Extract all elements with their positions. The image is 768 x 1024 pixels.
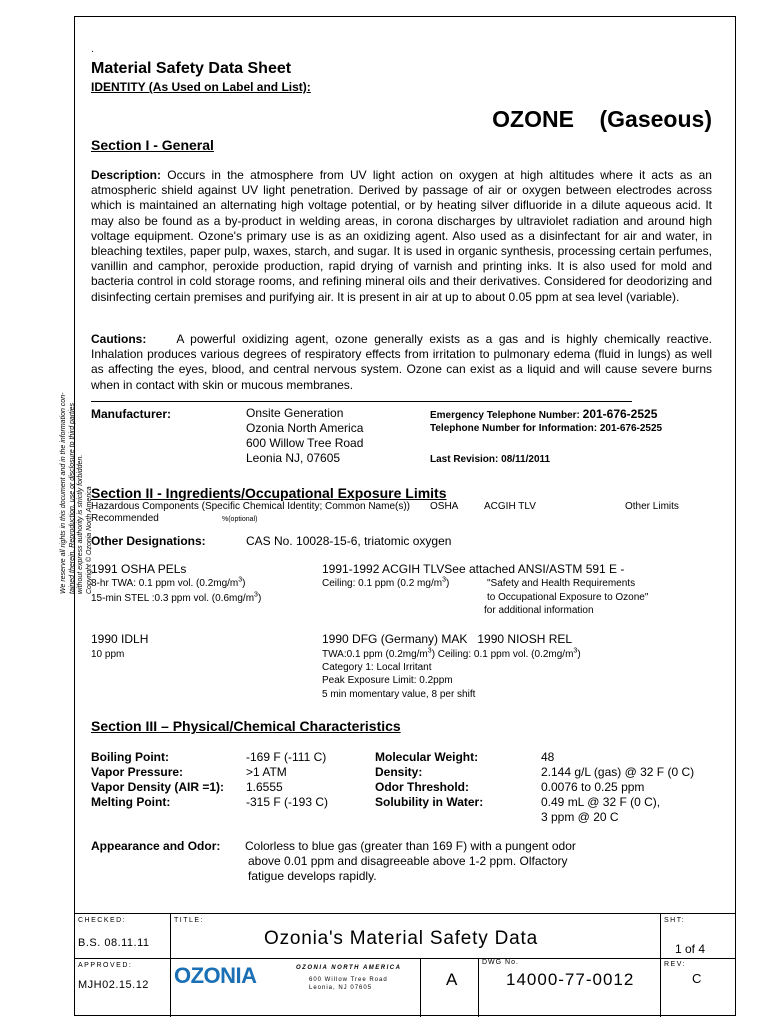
dfg-twa-text: TWA:0.1 ppm (0.2mg/m [322, 649, 428, 660]
property-label: Boiling Point: [91, 750, 169, 764]
acgih-title: 1991-1992 ACGIH TLVSee attached ANSI/ASTM 591 E - [322, 562, 625, 576]
title-label: TITLE: [174, 917, 205, 924]
dfg-momentary: 5 min momentary value, 8 per shift [322, 689, 476, 700]
acgih-ceiling-end: ) [445, 578, 450, 589]
superscript: 3 [238, 576, 243, 584]
identity-label: IDENTITY (As Used on Label and List): [91, 80, 311, 94]
sht-label: SHT: [664, 917, 686, 924]
company-address-1: 600 Willow Tree Road [309, 977, 388, 983]
property-value: 0.49 mL @ 32 F (0 C), [541, 795, 661, 809]
cautions-paragraph [91, 332, 712, 393]
left-property-values [246, 750, 328, 810]
property-label: Vapor Pressure: [91, 765, 184, 779]
acgih-ceiling [322, 578, 449, 590]
dfg-twa [322, 649, 581, 661]
property-label: Density: [375, 765, 423, 779]
document-title: Material Safety Data Sheet [91, 60, 292, 77]
property-value: 3 ppm @ 20 C [541, 810, 619, 824]
property-value: >1 ATM [246, 765, 287, 779]
superscript: 3 [427, 647, 432, 655]
property-label: Vapor Density (AIR =1): [91, 780, 225, 794]
tb-divider [420, 958, 421, 1017]
col-osha: OSHA [430, 501, 459, 512]
info-phone [430, 423, 662, 435]
side-note-line: tained therein. Reproduction, use or disclosure to third parties [68, 402, 76, 594]
osha-stel-text: 15-min STEL :0.3 ppm vol. (0.6mg/m [91, 593, 255, 604]
idlh-value: 10 ppm [91, 649, 125, 660]
appearance-text [245, 839, 576, 884]
right-property-values [541, 750, 694, 825]
osha-twa [91, 578, 246, 590]
emergency-phone [430, 408, 657, 422]
appearance-label: Appearance and Odor: [91, 839, 221, 853]
manufacturer-address [246, 406, 363, 466]
property-label: Odor Threshold: [375, 780, 469, 794]
address-line: Onsite Generation [246, 406, 344, 420]
osha-twa-text: 8-hr TWA: 0.1 ppm vol. (0.2mg/m [91, 578, 239, 589]
address-line: 600 Willow Tree Road [246, 436, 364, 450]
side-note-line: without express authority is strictly forbidden. [77, 454, 84, 594]
dfg-category: Category 1: Local Irritant [322, 662, 432, 673]
last-revision [430, 454, 550, 466]
info-label: Telephone Number for Information: [430, 423, 598, 434]
superscript: 3 [573, 647, 578, 655]
emergency-number: 201-676-2525 [582, 407, 658, 421]
checked-label: CHECKED: [78, 917, 127, 924]
description-label: Description: [91, 168, 162, 182]
other-designations-label: Other Designations: [91, 534, 206, 548]
address-line: Ozonia North America [246, 421, 364, 435]
property-value: 1.6555 [246, 780, 283, 794]
emergency-label: Emergency Telephone Number: [430, 410, 580, 421]
info-number: 201-676-2525 [599, 423, 663, 434]
revision-date: 08/11/2011 [501, 454, 551, 465]
osha-title: 1991 OSHA PELs [91, 562, 187, 576]
approved-label: APPROVED: [78, 962, 133, 969]
col-hazardous: Hazardous Components (Specific Chemical Identity; Common Name(s)) [91, 501, 411, 512]
osha-stel [91, 593, 261, 605]
dwg-value: 14000-77-0012 [506, 970, 635, 989]
section-2-title: Section II - Ingredients/Occupational Exposure Limits [91, 485, 447, 501]
right-property-labels [375, 750, 483, 810]
side-note-line: We reserve all rights in this document and in the information con- [60, 392, 67, 594]
sht-value: 1 of 4 [675, 942, 706, 956]
section-3-title: Section III – Physical/Chemical Characteristics [91, 718, 401, 734]
property-value: 0.0076 to 0.25 ppm [541, 780, 645, 794]
divider-line [91, 401, 632, 402]
header-dot: . [91, 44, 94, 55]
section-1-title: Section I - General [91, 137, 214, 153]
title-block [74, 913, 736, 1016]
appearance-line: above 0.01 ppm and disagreeable above 1-2 ppm. Olfactory [248, 854, 568, 868]
manufacturer-label: Manufacturer: [91, 407, 172, 421]
tb-divider [478, 958, 479, 1017]
col-acgih: ACGIH TLV [484, 501, 536, 512]
tb-line [174, 958, 736, 959]
property-value: -169 F (-111 C) [246, 750, 327, 764]
osha-stel-end: ) [257, 593, 262, 604]
ozonia-logo: OZONIA [174, 963, 257, 988]
acgih-ceiling-text: Ceiling: 0.1 ppm (0.2 mg/m [322, 578, 443, 589]
address-line: Leonia NJ, 07605 [246, 451, 341, 465]
ansi-line-3: for additional information [484, 605, 594, 616]
title-value: Ozonia's Material Safety Data [264, 928, 538, 949]
cautions-text: A powerful oxidizing agent, ozone generally exists as a gas and is highly chemically reactive. Inhalation produces various degrees of respiratory effects from irritation to pulmonary edema (fluid in lungs) as well as affecting the eyes, blood, and central nervous system. Ozone can exist as a liquid and will cause severe burns when in contact with skin or mucous membranes. [91, 332, 712, 392]
company-address-2: Leonia, NJ 07605 [309, 985, 373, 991]
property-value: -315 F (-193 C) [246, 795, 329, 809]
tb-line [74, 958, 174, 959]
property-label: Melting Point: [91, 795, 171, 809]
size-value: A [446, 970, 458, 989]
dwg-label: DWG No. [482, 959, 519, 966]
dfg-twa-end: ) [577, 649, 581, 660]
property-label: Solubility in Water: [375, 795, 484, 809]
dfg-ceiling-text: ) Ceiling: 0.1 ppm vol. (0.2mg/m [431, 649, 574, 660]
ansi-line-2: to Occupational Exposure to Ozone" [487, 592, 649, 603]
idlh-title: 1990 IDLH [91, 632, 149, 646]
product-name: OZONE (Gaseous) [492, 106, 712, 132]
side-note-line: Copyright © Ozonia North America [85, 486, 93, 594]
appearance-line: fatigue develops rapidly. [248, 869, 377, 883]
other-designations-value: CAS No. 10028-15-6, triatomic oxygen [246, 534, 452, 548]
optional-label: %(optional) [222, 516, 258, 523]
appearance-line: Colorless to blue gas (greater than 169 F) with a pungent odor [245, 839, 576, 853]
osha-twa-end: ) [242, 578, 246, 589]
description-paragraph [91, 168, 712, 305]
recommended-label: Recommended [91, 513, 159, 524]
dfg-title: 1990 DFG (Germany) MAK 1990 NIOSH REL [322, 632, 573, 646]
property-label: Molecular Weight: [375, 750, 479, 764]
tb-divider [170, 914, 171, 1017]
ansi-line-1: "Safety and Health Requirements [487, 578, 636, 589]
superscript: 3 [442, 576, 446, 584]
rev-value: C [692, 971, 702, 986]
property-value: 48 [541, 750, 555, 764]
description-text: Occurs in the atmosphere from UV light action on oxygen at high altitudes where it acts as an atmospheric shield against UV light penetration. Derived by passage of air or oxygen between electrodes across which is maintained an alternating high voltage potential, or by heating silver difluoride in a dilute aqueous acid. It may also be found as a by-product in welding areas, in corona discharges by ultraviolet radiation and around high voltage equipment. Ozone's primary use is as an oxidizing agent. Also used as a disinfectant for air and water, in bleaching textiles, paper pulp, waxes, starch, and sugar. It is used in organic synthesis, processing certain perfumes, vanillin and camphor, peroxide production, rapid drying of varnish and printing inks. It is also used for mold and bacteria control in cold storage rooms, and refining mineral oils and their derivatives. Considered for deodorizing and disinfecting certain premises and purifying air. It is present in air at up to about 0.05 ppm at sea level (variable). [91, 168, 712, 304]
approved-value: MJH02.15.12 [78, 979, 149, 991]
rev-label: REV: [664, 961, 687, 968]
cautions-label: Cautions: [91, 332, 147, 346]
col-other: Other Limits [625, 501, 679, 512]
superscript: 3 [254, 591, 258, 599]
dfg-peak: Peak Exposure Limit: 0.2ppm [322, 675, 453, 686]
property-value: 2.144 g/L (gas) @ 32 F (0 C) [541, 765, 695, 779]
company-name: OZONIA NORTH AMERICA [296, 965, 402, 971]
checked-value: B.S. 08.11.11 [78, 937, 150, 949]
tb-divider [660, 914, 661, 1017]
revision-label: Last Revision: [430, 454, 499, 465]
left-property-labels [91, 750, 224, 810]
